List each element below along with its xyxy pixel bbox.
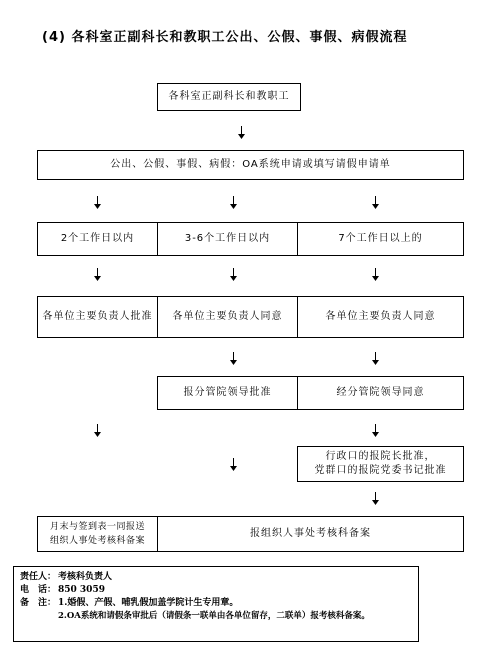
responsible-row: [20, 571, 412, 584]
days-col2-box: [157, 222, 298, 256]
down-arrow-icon: [229, 458, 238, 472]
agree-col3-box: [297, 296, 464, 338]
agree-col2-box: [157, 296, 298, 338]
days-col3-label: 7个工作日以上的: [338, 233, 423, 244]
agree-col3-label: 各单位主要负责人同意: [325, 311, 436, 322]
note-label: 备 注：: [20, 598, 57, 608]
report-col1-box: [37, 516, 158, 552]
down-arrow-icon: [237, 126, 246, 140]
report-merged-label: 报组织人事处考核科备案: [250, 528, 371, 539]
responsible-value: 考核科负责人: [58, 572, 113, 582]
leader-col2-label: 报分管院领导批准: [183, 387, 272, 398]
approve-col1-box: [37, 296, 158, 338]
down-arrow-icon: [229, 352, 238, 366]
down-arrow-icon: [229, 196, 238, 210]
note-row-2: [20, 610, 412, 623]
apply-box: [37, 150, 464, 180]
footer-info-box: [13, 566, 419, 642]
down-arrow-icon: [371, 352, 380, 366]
days-col1-box: [37, 222, 158, 256]
page-title: (4) 各科室正副科长和教职工公出、公假、事假、病假流程: [42, 30, 408, 45]
start-label: 各科室正副科长和教职工: [168, 91, 290, 102]
report-col1-line2: 组织人事处考核科备案: [49, 536, 145, 546]
days-col1-label: 2个工作日以内: [60, 233, 135, 244]
down-arrow-icon: [371, 196, 380, 210]
phone-label: 电 话：: [20, 585, 57, 595]
down-arrow-icon: [229, 268, 238, 282]
final-col3-line2: 党群口的报院党委书记批准: [314, 465, 447, 476]
final-col3-line1: 行政口的报院长批准，: [325, 451, 436, 462]
down-arrow-icon: [371, 492, 380, 506]
down-arrow-icon: [93, 196, 102, 210]
down-arrow-icon: [371, 268, 380, 282]
note-1: 1.婚假、产假、哺乳假加盖学院计生专用章。: [58, 598, 239, 608]
days-col3-box: [297, 222, 464, 256]
note-2: 2.OA系统和请假条审批后（请假条一联单由各单位留存，二联单）报考核科备案。: [58, 611, 370, 621]
apply-label: 公出、公假、事假、病假：OA系统申请或填写请假申请单: [110, 159, 391, 170]
leader-col3-label: 经分管院领导同意: [336, 387, 425, 398]
final-col3-box: [297, 446, 464, 482]
days-col2-label: 3-6个工作日以内: [184, 233, 271, 244]
down-arrow-icon: [93, 268, 102, 282]
agree-col2-label: 各单位主要负责人同意: [172, 311, 283, 322]
phone-value: 850 3059: [58, 585, 105, 595]
phone-row: [20, 584, 412, 597]
note-row: [20, 597, 412, 610]
approve-col1-label: 各单位主要负责人批准: [42, 311, 153, 322]
responsible-label: 责任人：: [20, 572, 57, 582]
leader-col2-box: [157, 376, 298, 410]
start-box: [157, 83, 301, 111]
report-col1-line1: 月末与签到表一同报送: [49, 522, 145, 532]
down-arrow-icon: [93, 424, 102, 438]
leader-col3-box: [297, 376, 464, 410]
down-arrow-icon: [371, 424, 380, 438]
report-merged-box: [157, 516, 464, 552]
